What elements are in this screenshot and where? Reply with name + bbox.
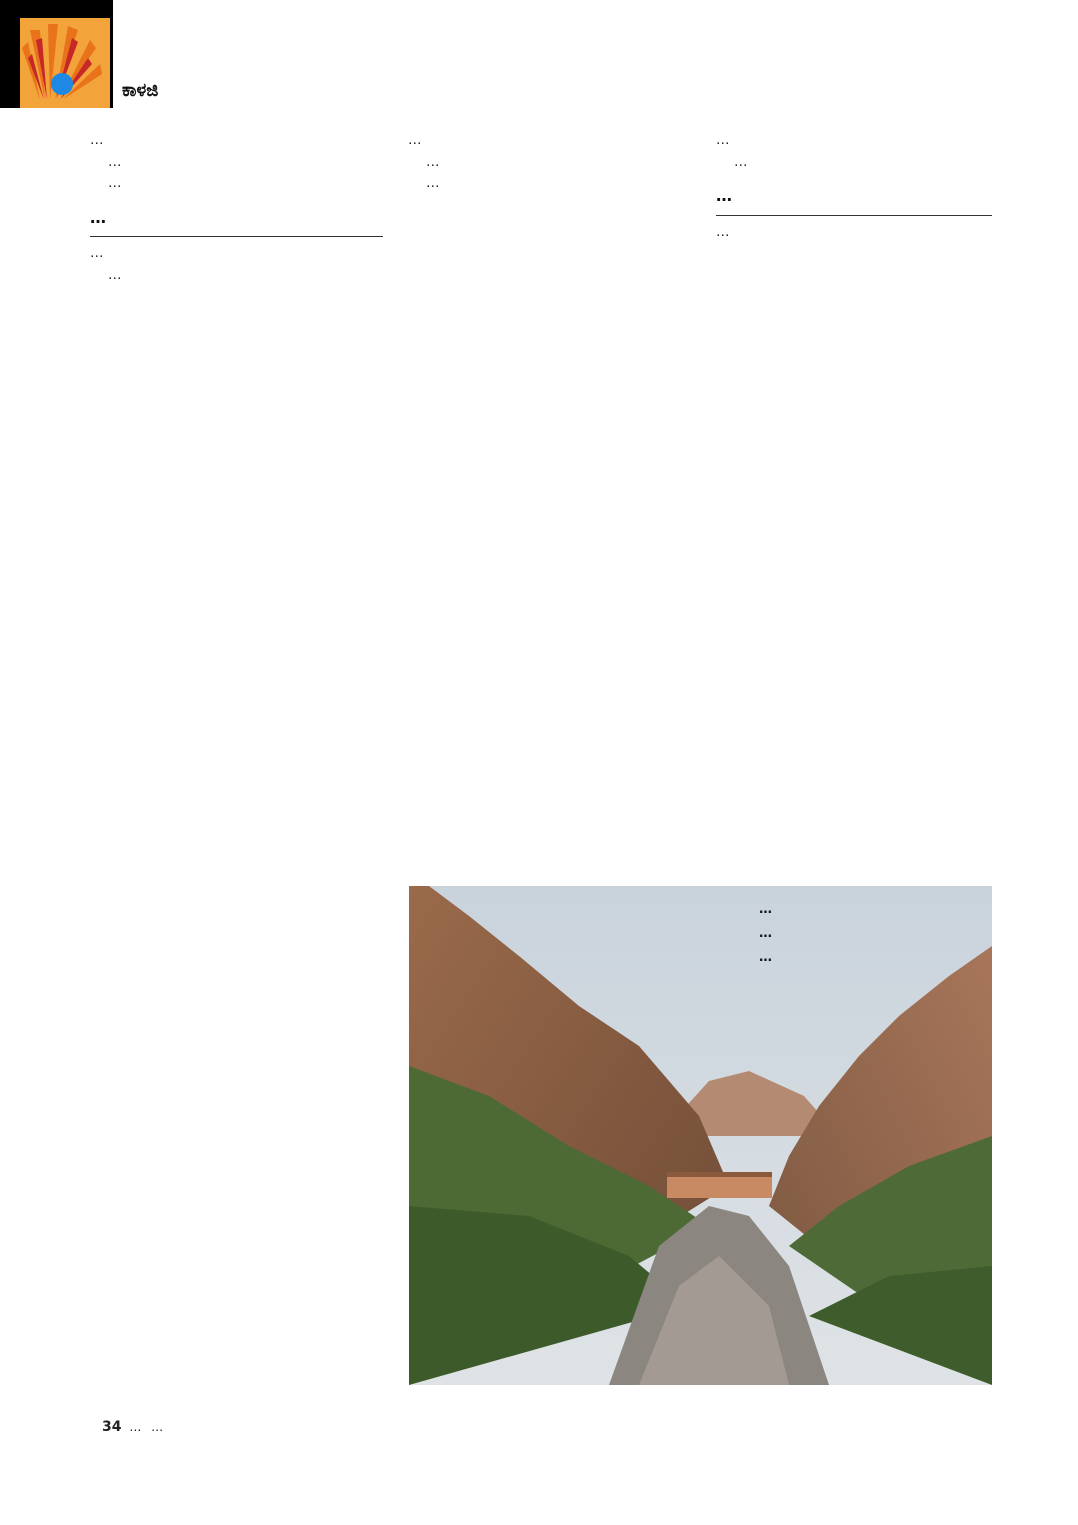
publication-name: … bbox=[129, 1420, 142, 1434]
paragraph: … bbox=[108, 175, 122, 192]
gorge-photo bbox=[409, 886, 992, 1385]
paragraph: … bbox=[90, 245, 104, 262]
paragraph: … bbox=[408, 132, 422, 148]
photo-caption bbox=[759, 898, 979, 970]
section-label: ಕಾಳಜಿ bbox=[122, 80, 159, 101]
section-heading: … bbox=[90, 201, 383, 238]
paragraph: … bbox=[108, 266, 122, 283]
paragraph: … bbox=[90, 132, 104, 148]
paragraph: … bbox=[716, 132, 730, 148]
page-folio bbox=[102, 1419, 163, 1435]
section-heading: … bbox=[716, 179, 992, 216]
paragraph: … bbox=[716, 223, 730, 240]
section-logo bbox=[0, 0, 113, 108]
paragraph: … bbox=[426, 175, 440, 192]
paragraph: … bbox=[426, 153, 440, 170]
column-2 bbox=[408, 130, 691, 195]
caption-line: … bbox=[759, 902, 772, 917]
paragraph: … bbox=[734, 153, 748, 170]
paragraph: … bbox=[108, 153, 122, 170]
issue-date: … bbox=[151, 1420, 164, 1434]
caption-line: … bbox=[759, 950, 772, 965]
column-3 bbox=[716, 130, 992, 243]
column-1 bbox=[90, 130, 383, 287]
page-number: 34 bbox=[102, 1419, 122, 1435]
caption-line: … bbox=[759, 926, 772, 941]
flower-logo-icon bbox=[0, 0, 113, 108]
